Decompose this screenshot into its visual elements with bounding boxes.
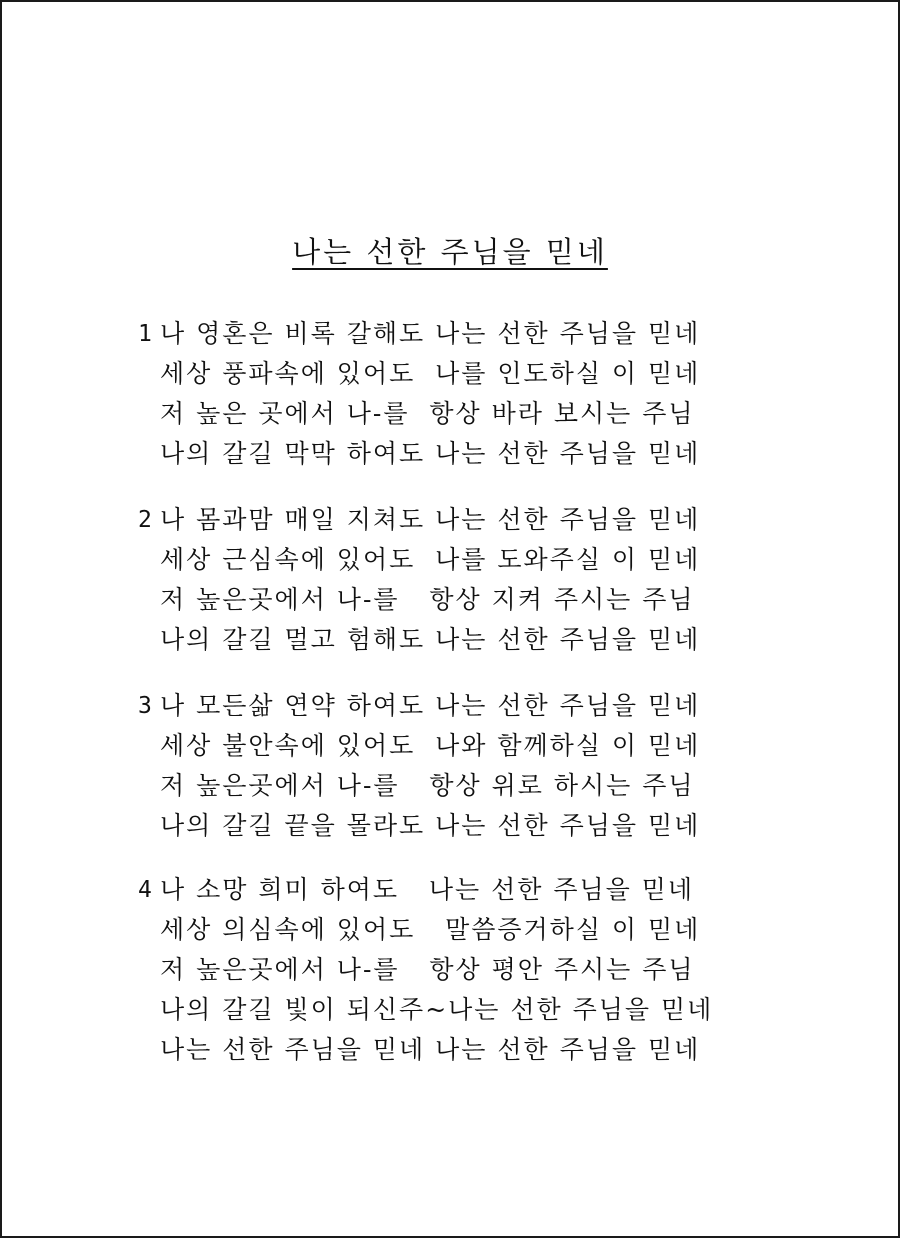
verse-line xyxy=(138,434,708,474)
verse-text: 나의 갈길 멀고 험해도 나는 선한 주님을 믿네 xyxy=(160,625,701,654)
verse-line xyxy=(138,686,708,726)
verse-line xyxy=(138,910,708,950)
verse-3 xyxy=(138,686,708,846)
verse-line xyxy=(138,580,708,620)
verse-text: 저 높은 곳에서 나-를 항상 바라 보시는 주님 xyxy=(160,399,695,428)
verse-line xyxy=(138,540,708,580)
verse-text: 나 몸과맘 매일 지쳐도 나는 선한 주님을 믿네 xyxy=(160,505,701,534)
verse-text: 세상 근심속에 있어도 나를 도와주실 이 믿네 xyxy=(160,545,701,574)
verse-text: 나는 선한 주님을 믿네 나는 선한 주님을 믿네 xyxy=(160,1035,701,1064)
verse-line xyxy=(138,806,708,846)
verse-line xyxy=(138,620,708,660)
verse-line xyxy=(138,1030,708,1070)
verse-text: 나의 갈길 끝을 몰라도 나는 선한 주님을 믿네 xyxy=(160,811,701,840)
verse-number: 4 xyxy=(138,877,154,903)
verse-line xyxy=(138,314,708,354)
verse-4 xyxy=(138,870,714,1070)
verse-text: 세상 불안속에 있어도 나와 함께하실 이 믿네 xyxy=(160,731,701,760)
verse-line xyxy=(138,870,708,910)
verse-line xyxy=(138,500,708,540)
verse-text: 나 영혼은 비록 갈해도 나는 선한 주님을 믿네 xyxy=(160,319,701,348)
verse-line xyxy=(138,394,708,434)
verse-number: 1 xyxy=(138,321,154,347)
verse-text: 저 높은곳에서 나-를 항상 지켜 주시는 주님 xyxy=(160,585,695,614)
song-title: 나는 선한 주님을 믿네 xyxy=(292,235,608,269)
verse-text: 세상 의심속에 있어도 말씀증거하실 이 믿네 xyxy=(160,915,701,944)
verse-line xyxy=(138,766,708,806)
verse-text: 세상 풍파속에 있어도 나를 인도하실 이 믿네 xyxy=(160,359,701,388)
verse-text: 나의 갈길 막막 하여도 나는 선한 주님을 믿네 xyxy=(160,439,701,468)
verse-text: 저 높은곳에서 나-를 항상 위로 하시는 주님 xyxy=(160,771,695,800)
verse-line xyxy=(138,990,714,1030)
verse-text: 나의 갈길 빛이 되신주~나는 선한 주님을 믿네 xyxy=(160,995,714,1024)
verse-1 xyxy=(138,314,708,474)
verse-text: 저 높은곳에서 나-를 항상 평안 주시는 주님 xyxy=(160,955,695,984)
verse-line xyxy=(138,950,708,990)
verse-line xyxy=(138,726,708,766)
verse-text: 나 모든삶 연약 하여도 나는 선한 주님을 믿네 xyxy=(160,691,701,720)
verse-line xyxy=(138,354,708,394)
verse-2 xyxy=(138,500,708,660)
verse-text: 나 소망 희미 하여도 나는 선한 주님을 믿네 xyxy=(160,875,695,904)
verse-number: 2 xyxy=(138,507,154,533)
verse-number: 3 xyxy=(138,693,154,719)
